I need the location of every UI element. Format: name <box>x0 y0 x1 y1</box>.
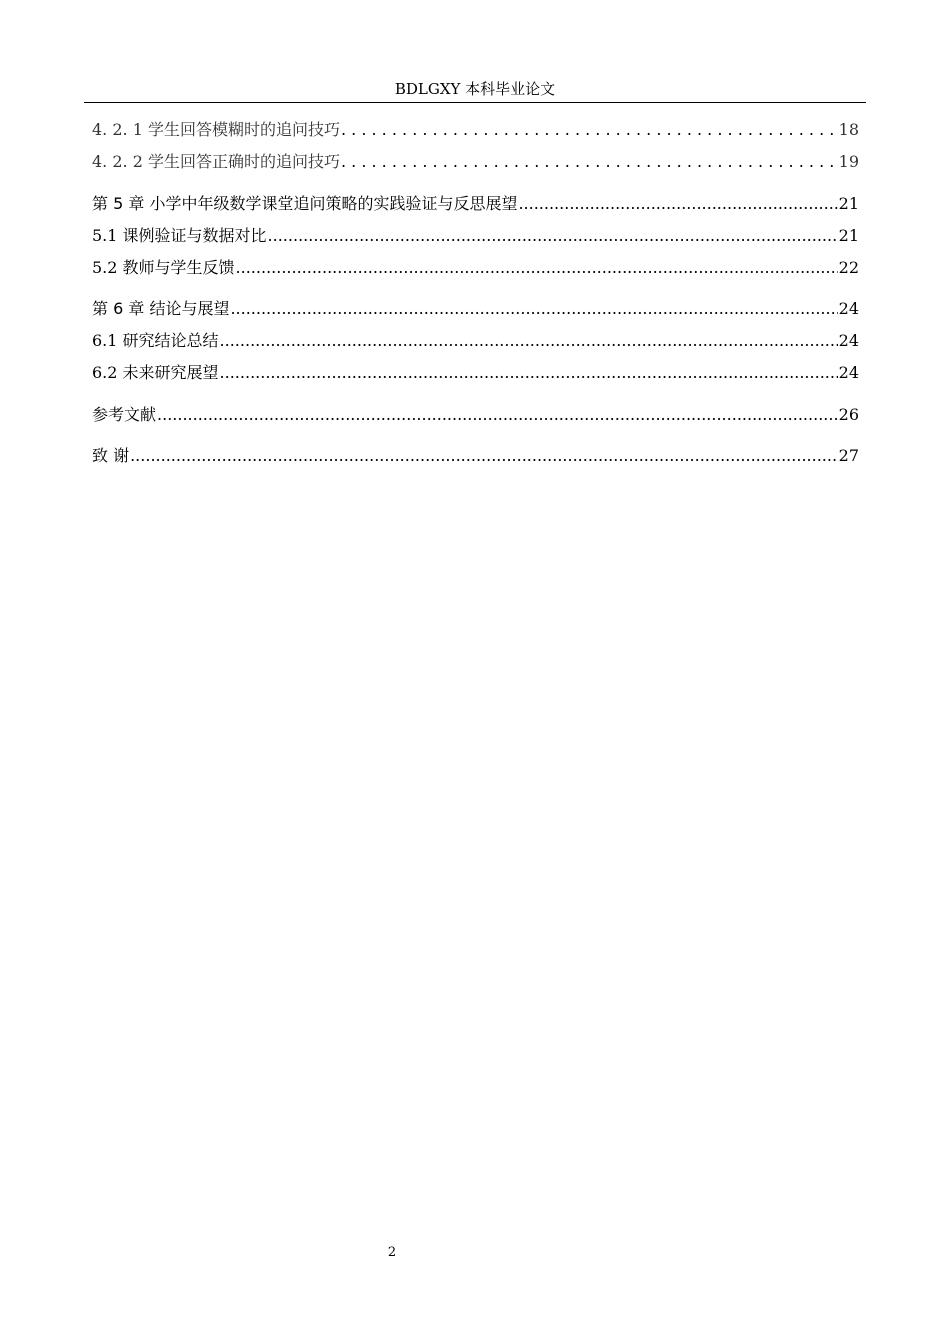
toc-entry-page: 24 <box>838 299 859 318</box>
toc-entry-title: 第 6 章 结论与展望 <box>92 299 230 318</box>
toc-entry-6-1[interactable] <box>92 327 859 355</box>
toc-dot-leader <box>518 190 837 218</box>
toc-entry-title: 4. 2. 1 学生回答模糊时的追问技巧 <box>92 120 340 139</box>
toc-dot-leader <box>230 295 837 323</box>
toc-entry-6-2[interactable] <box>92 359 859 387</box>
toc-entry-page: 21 <box>838 226 859 245</box>
toc-dot-leader <box>236 254 838 282</box>
toc-entry-title: 致 谢 <box>92 446 130 465</box>
toc-entry-title: 5.1 课例验证与数据对比 <box>92 226 267 245</box>
page-header: BDLGXY 本科毕业论文 <box>394 80 556 98</box>
toc-entry-page: 24 <box>838 363 859 382</box>
toc-dot-leader <box>220 359 838 387</box>
page-number: 2 <box>387 1245 397 1260</box>
toc-entry-page: 27 <box>838 446 859 465</box>
toc-dot-leader <box>220 327 838 355</box>
toc-entry-title: 第 5 章 小学中年级数学课堂追问策略的实践验证与反思展望 <box>92 194 518 213</box>
toc-dot-leader <box>268 222 838 250</box>
toc-entry-5-1[interactable] <box>92 222 859 250</box>
toc-entry-title: 参考文献 <box>92 405 157 424</box>
toc-entry-references[interactable] <box>92 401 859 429</box>
toc-entry-title: 6.2 未来研究展望 <box>92 363 219 382</box>
toc-entry-chapter-5[interactable] <box>92 190 859 218</box>
toc-entry-5-2[interactable] <box>92 254 859 282</box>
toc-dot-leader <box>130 442 838 470</box>
toc-entry-page: 19 <box>838 152 859 171</box>
toc-entry-acknowledgements[interactable] <box>92 442 859 470</box>
toc-dot-leader <box>157 401 838 429</box>
toc-entry-page: 21 <box>838 194 859 213</box>
toc-entry-title: 5.2 教师与学生反馈 <box>92 258 235 277</box>
toc-entry-page: 26 <box>838 405 859 424</box>
toc-dot-leader <box>341 116 838 144</box>
toc-dot-leader <box>341 148 838 176</box>
toc-entry-page: 22 <box>838 258 859 277</box>
toc-entry-4-2-2[interactable] <box>92 148 859 176</box>
header-rule <box>84 102 866 103</box>
toc-entry-4-2-1[interactable] <box>92 116 859 144</box>
toc-entry-page: 24 <box>838 331 859 350</box>
toc-entry-title: 4. 2. 2 学生回答正确时的追问技巧 <box>92 152 340 171</box>
toc-entry-page: 18 <box>838 120 859 139</box>
toc-entry-title: 6.1 研究结论总结 <box>92 331 219 350</box>
toc-entry-chapter-6[interactable] <box>92 295 859 323</box>
